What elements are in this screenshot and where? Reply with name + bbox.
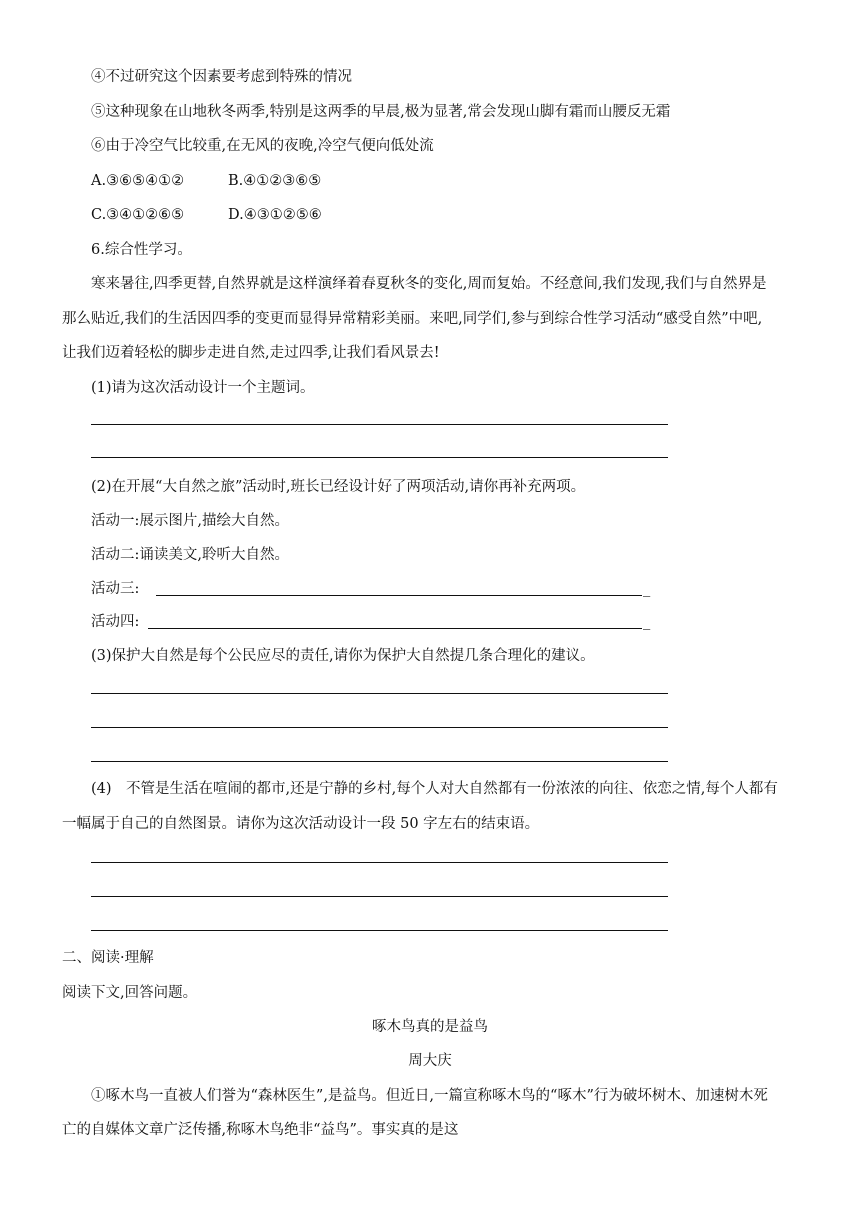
activity-3-label: 活动三: <box>91 581 140 597</box>
q6-intro-line-3: 让我们迈着轻松的脚步走进自然,走过四季,让我们看风景去! <box>62 345 440 361</box>
q5-option-b: B.④①②③⑥⑤ <box>228 173 322 189</box>
section-2-heading: 二、阅读·理解 <box>62 950 154 966</box>
q6-sub4-line-1: (4) 不管是生活在喧闹的都市,还是宁静的乡村,每个人对大自然都有一份浓浓的向往、依恋之情,每个人都有 <box>91 781 778 797</box>
article-author: 周大庆 <box>408 1053 452 1069</box>
q6-sub4-line-2: 一幅属于自己的自然图景。请你为这次活动设计一段 50 字左右的结束语。 <box>62 816 540 832</box>
answer-line[interactable] <box>91 896 668 897</box>
activity-4-answer-line[interactable] <box>148 628 642 629</box>
q5-option-d: D.④③①②⑤⑥ <box>228 207 322 223</box>
activity-3-answer-line[interactable] <box>156 595 642 596</box>
q6-title: 6.综合性学习。 <box>91 242 192 258</box>
q6-sub1-prompt: (1)请为这次活动设计一个主题词。 <box>91 380 315 396</box>
q6-intro-line-2: 那么贴近,我们的生活因四季的变更而显得异常精彩美丽。来吧,同学们,参与到综合性学习活动“感受自然”中吧, <box>62 311 763 327</box>
answer-line[interactable] <box>91 862 668 863</box>
answer-line[interactable] <box>91 693 668 694</box>
article-title: 啄木鸟真的是益鸟 <box>372 1019 488 1035</box>
activity-4-label: 活动四: <box>91 614 140 630</box>
q5-item-4: ④不过研究这个因素要考虑到特殊的情况 <box>91 69 352 85</box>
answer-line[interactable] <box>91 727 668 728</box>
answer-line[interactable] <box>91 930 668 931</box>
q6-sub2-prompt: (2)在开展“大自然之旅”活动时,班长已经设计好了两项活动,请你再补充两项。 <box>91 479 586 495</box>
article-para-1-line-2: 亡的自媒体文章广泛传播,称啄木鸟绝非“益鸟”。事实真的是这 <box>62 1122 459 1138</box>
q5-item-5: ⑤这种现象在山地秋冬两季,特别是这两季的早晨,极为显著,常会发现山脚有霜而山腰反无霜 <box>91 104 671 120</box>
activity-1: 活动一:展示图片,描绘大自然。 <box>91 513 289 529</box>
activity-3-trail: _ <box>643 581 651 597</box>
q5-option-c: C.③④①②⑥⑤ <box>91 207 185 223</box>
q5-option-a: A.③⑥⑤④①② <box>91 173 185 189</box>
answer-line[interactable] <box>91 424 668 425</box>
activity-2: 活动二:诵读美文,聆听大自然。 <box>91 547 289 563</box>
q5-item-6: ⑥由于冷空气比较重,在无风的夜晚,冷空气便向低处流 <box>91 138 434 154</box>
q6-sub3-prompt: (3)保护大自然是每个公民应尽的责任,请你为保护大自然提几条合理化的建议。 <box>91 648 595 664</box>
activity-4-trail: _ <box>643 614 651 630</box>
q6-intro-line-1: 寒来暑往,四季更替,自然界就是这样演绎着春夏秋冬的变化,周而复始。不经意间,我们发现,我们与自然界是 <box>91 276 767 292</box>
answer-line[interactable] <box>91 457 668 458</box>
article-para-1-line-1: ①啄木鸟一直被人们誉为“森林医生”,是益鸟。但近日,一篇宣称啄木鸟的“啄木”行为破坏树木、加速树木死 <box>91 1088 768 1104</box>
reading-instruction: 阅读下文,回答问题。 <box>62 985 198 1001</box>
answer-line[interactable] <box>91 761 668 762</box>
